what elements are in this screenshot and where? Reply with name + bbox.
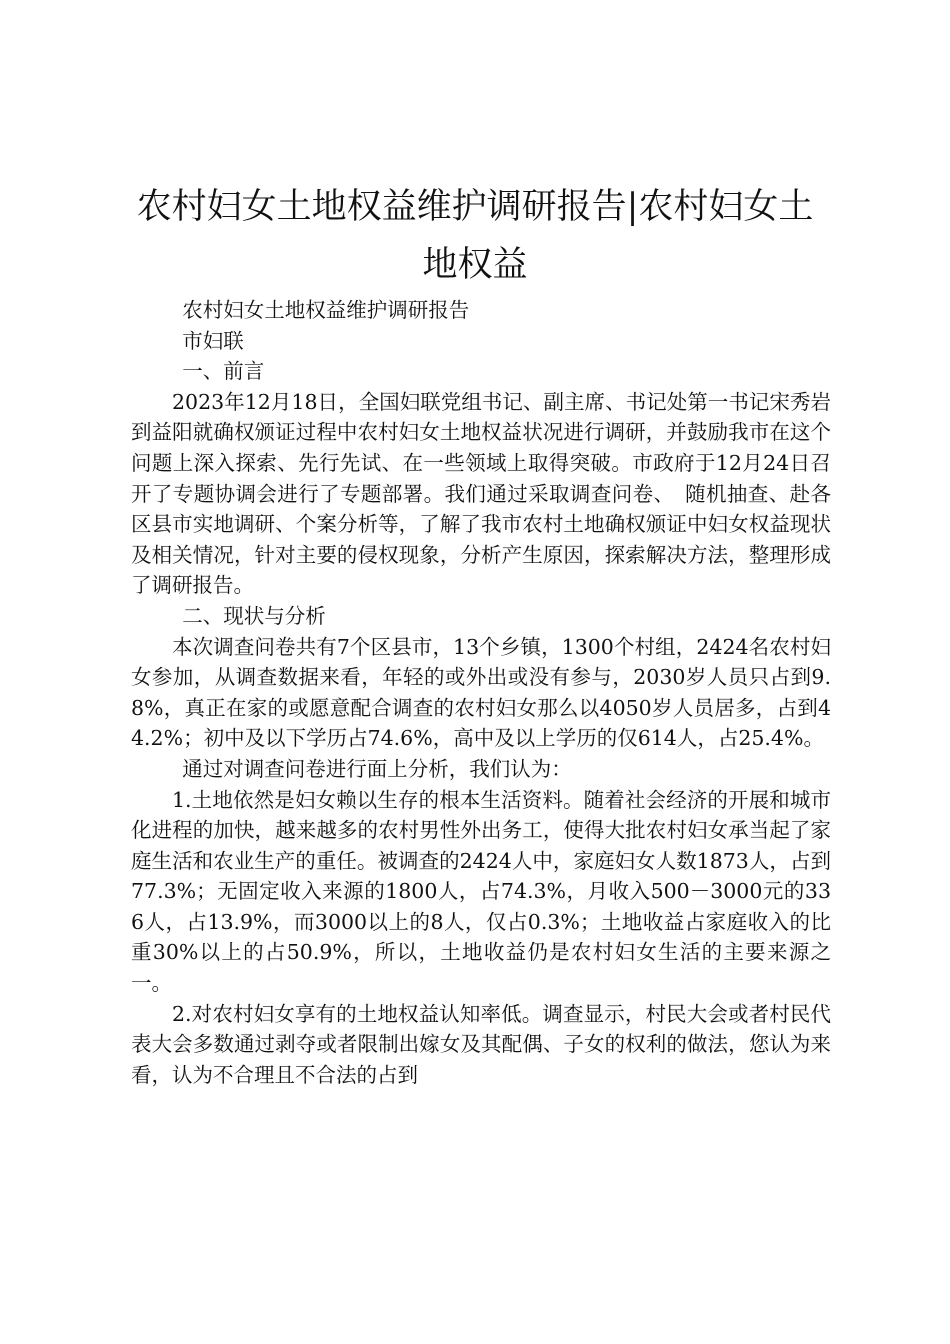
- paragraph-preface: 2023年12月18日，全国妇联党组书记、副主席、书记处第一书记宋秀岩到益阳就确权颁证过程中农村妇女土地权益状况进行调研，并鼓励我市在这个问题上深入探索、先行先试、在一些领域上取得突破。市政府于12月24日召开了专题协调会进行了专题部署。我们通过采取调查问卷、 随机抽查、赴各区县市实地调研、个案分析等，了解了我市农村土地确权颁证中妇女权益现状及相关情况，针对主要的侵权现象，分析产生原因，探索解决方法，整理形成了调研报告。: [131, 389, 831, 598]
- paragraph-analysis-intro: 通过对调查问卷进行面上分析，我们认为：: [182, 756, 572, 781]
- document-body: [131, 295, 831, 1090]
- paragraph-point-1: 1.土地依然是妇女赖以生存的根本生活资料。随着社会经济的开展和城市化进程的加快，越来越多的农村男性外出务工，使得大批农村妇女承当起了家庭生活和农业生产的重任。被调查的2424人中，家庭妇女人数1873人，占到77.3%；无固定收入来源的1800人，占74.3%，月收入500－3000元的336人，占13.9%，而3000以上的8人，仅占0.3%；土地收益占家庭收入的比重30%以上的占50.9%，所以，土地收益仍是农村妇女生活的主要来源之一。: [131, 787, 831, 996]
- paragraph-survey: 本次调查问卷共有7个区县市，13个乡镇，1300个村组，2424名农村妇女参加，从调查数据来看，年轻的或外出或没有参与，2030岁人员只占到9.8%，真正在家的或愿意配合调查的农村妇女那么以4050岁人员居多，占到44.2%；初中及以下学历占74.6%，高中及以上学历的仅614人，占25.4%。: [131, 634, 831, 751]
- report-subtitle: 农村妇女土地权益维护调研报告: [182, 298, 470, 322]
- section-heading-status: 二、现状与分析: [182, 603, 326, 628]
- section-heading-preface: 一、前言: [182, 359, 265, 384]
- document-title: 农村妇女土地权益维护调研报告|农村妇女土地权益: [136, 187, 814, 285]
- paragraph-point-2: 2.对农村妇女享有的土地权益认知率低。调查显示，村民大会或者村民代表大会多数通过剥夺或者限制出嫁女及其配偶、子女的权利的做法，您认为来看，认为不合理且不合法的占到: [131, 1001, 831, 1087]
- report-author: 市妇联: [182, 328, 244, 353]
